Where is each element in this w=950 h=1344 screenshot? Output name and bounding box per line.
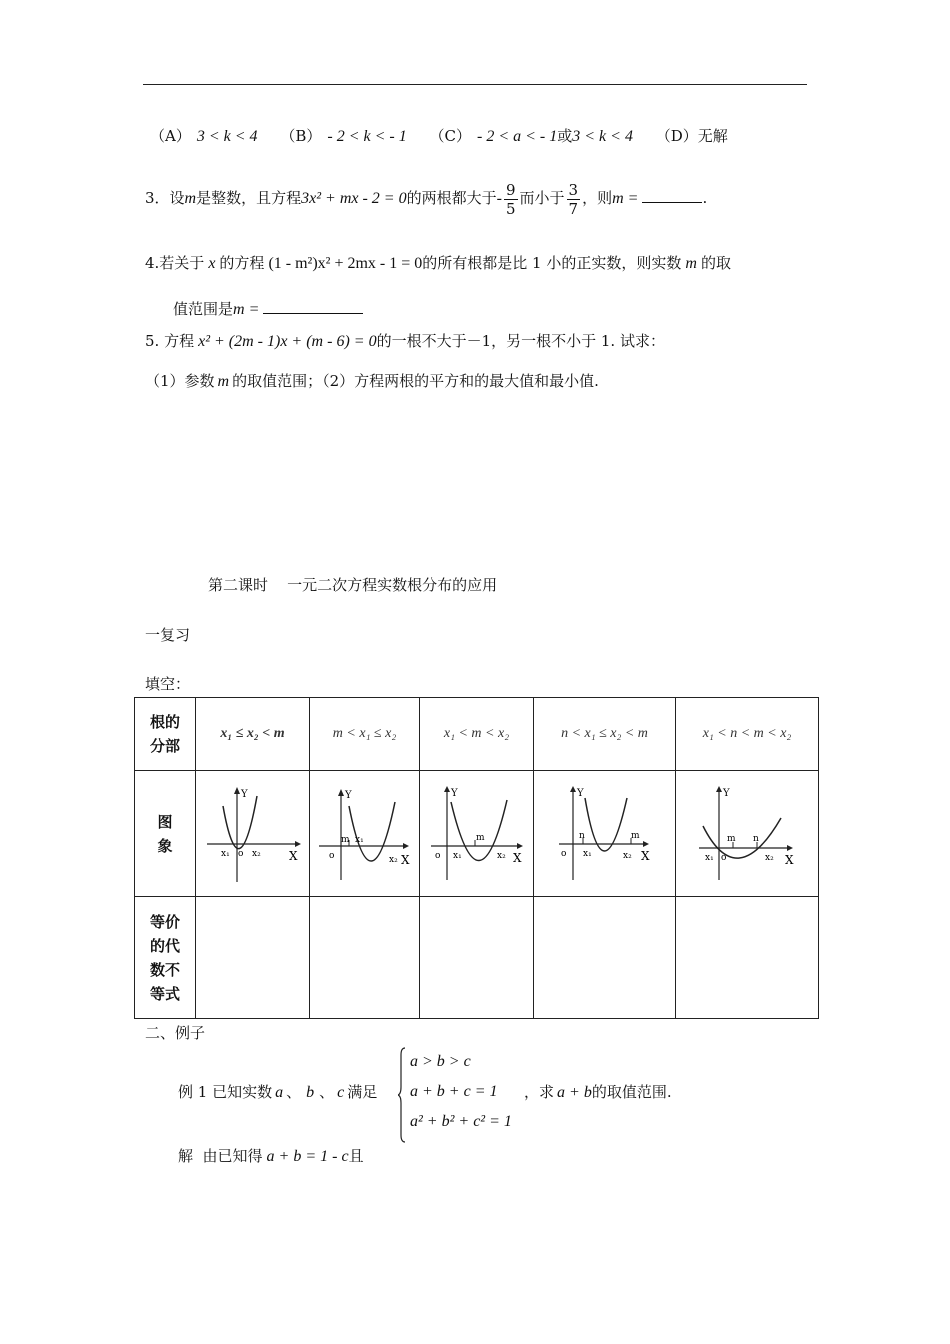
graph3-origin-label: o — [434, 850, 440, 861]
q5-part-1: （1）参数 — [145, 372, 215, 390]
question-4-line-2 — [173, 298, 363, 321]
system-line-3: a² + b² + c² = 1 — [410, 1113, 512, 1130]
graph2-x1-label: x₁ — [354, 834, 364, 845]
frac2-den: 7 — [568, 199, 579, 218]
q3-period: . — [702, 189, 708, 207]
parabola-graph-3 — [427, 784, 527, 884]
graph4-x1-label: x₁ — [582, 848, 592, 859]
graph1-x1-label: x₁ — [220, 848, 230, 859]
graph1-x-label: X — [288, 848, 298, 863]
graph3-x1-label: x₁ — [452, 850, 462, 861]
graph-cell-3 — [420, 771, 534, 897]
row-label-inequality: 等价的代数不等式 — [135, 897, 196, 1019]
fraction-3-7 — [567, 181, 581, 218]
parabola-graph-4 — [555, 784, 655, 884]
parabola-graph-2 — [315, 784, 415, 884]
parabola-graph-1 — [203, 784, 303, 884]
graph2-m-label: m — [340, 834, 350, 845]
graph3-y-label: Y — [450, 787, 458, 799]
q3-text-3: 的两根都大于 — [406, 189, 497, 207]
answer-choices — [150, 125, 728, 148]
header-case-4: n < x₁ ≤ x₂ < m — [534, 698, 676, 771]
q3-answer-blank[interactable] — [642, 188, 702, 203]
inequality-cell-2[interactable] — [310, 897, 420, 1019]
graph-cell-1 — [196, 771, 310, 897]
q5-equation: x² + (2m - 1)x + (m - 6) = 0 — [198, 333, 377, 350]
example-1 — [178, 1081, 377, 1104]
solution-equation: a + b = 1 - c — [266, 1148, 349, 1165]
q4-var-m: m — [685, 255, 697, 272]
q3-equation: 3x² + mx - 2 = 0 — [301, 190, 407, 207]
frac1-den: 5 — [505, 199, 516, 218]
q4-answer-prefix: m = — [233, 301, 260, 318]
choice-c-math2: 3 < k < 4 — [572, 128, 633, 145]
graph5-m-label: m — [727, 833, 736, 844]
example-sep-2: 、 — [319, 1083, 335, 1101]
q4-var-x: x — [208, 255, 216, 272]
example-text-2: 满足 — [347, 1083, 378, 1101]
left-brace-icon — [398, 1047, 406, 1143]
graph2-origin-label: o — [328, 850, 334, 861]
header-case-1: x₁ ≤ x₂ < m — [196, 698, 310, 771]
q4-text-2: 的方程 — [219, 254, 265, 272]
fraction-9-5 — [504, 181, 518, 218]
q4-answer-blank[interactable] — [263, 299, 363, 314]
q3-var-m: m — [184, 190, 197, 207]
row-label-graph: 图象 — [135, 771, 196, 897]
example-var-b: b — [306, 1084, 315, 1101]
inequality-cell-1[interactable] — [196, 897, 310, 1019]
solution-text-2: 且 — [348, 1147, 364, 1165]
graph4-y-label: Y — [576, 787, 584, 799]
graph1-origin-label: o — [237, 848, 243, 859]
graph4-n-label: n — [578, 830, 585, 841]
example-1-question — [524, 1081, 672, 1104]
example-expression: a + b — [557, 1084, 592, 1101]
table-row-distribution — [135, 698, 819, 771]
graph5-origin-label: o — [721, 852, 727, 863]
inequality-cell-5[interactable] — [676, 897, 819, 1019]
inequality-cell-3[interactable] — [420, 897, 534, 1019]
example-sep-1: 、 — [286, 1083, 302, 1101]
graph3-x-label: X — [512, 850, 522, 865]
choice-a-label: （A） — [150, 127, 191, 145]
system-lines — [410, 1047, 512, 1137]
section-title: 第二课时 一元二次方程实数根分布的应用 — [208, 576, 498, 594]
q4-text-1: 4.若关于 — [145, 254, 205, 272]
system-line-1: a > b > c — [410, 1053, 471, 1070]
q3-text-4: 而小于 — [519, 189, 565, 207]
graph2-x2-label: x₂ — [388, 854, 398, 865]
q4-equation: (1 - m²)x² + 2mx - 1 = 0 — [268, 255, 423, 272]
graph5-n-label: n — [753, 833, 759, 844]
example-text-3: ，求 — [524, 1083, 555, 1101]
row-label-distribution: 根的分部 — [135, 698, 196, 771]
fill-label: 填空： — [145, 675, 191, 693]
table-row-inequality — [135, 897, 819, 1019]
graph5-y-label: Y — [723, 787, 730, 799]
section-2-heading: 二、例子 — [145, 1024, 206, 1042]
q3-text-2: 是整数，且方程 — [196, 189, 302, 207]
graph1-y-label: Y — [240, 788, 248, 800]
graph3-x2-label: x₂ — [496, 850, 506, 861]
question-3 — [145, 178, 707, 219]
q3-text-1: 3．设 — [145, 189, 185, 207]
graph4-origin-label: o — [560, 848, 566, 859]
header-rule — [143, 84, 807, 85]
parabola-graph-5 — [697, 784, 797, 884]
q4-text-4: 的取 — [700, 254, 731, 272]
review-heading: 一复习 — [145, 626, 191, 644]
choice-c-math1: - 2 < a < - 1 — [476, 128, 558, 145]
q5-text-2: 的一根不大于－1，另一根不小于 1. 试求： — [376, 332, 665, 350]
graph4-m-label: m — [630, 830, 640, 841]
question-5-parts — [145, 370, 599, 393]
graph-cell-2 — [310, 771, 420, 897]
q4-text-5: 值范围是 — [173, 300, 234, 318]
q5-var-m: m — [217, 373, 230, 390]
q3-answer-prefix: m = — [612, 190, 639, 207]
table-row-graph — [135, 771, 819, 897]
header-case-3: x₁ < m < x₂ — [420, 698, 534, 771]
choice-d-label: （D） — [655, 127, 698, 145]
graph4-x2-label: x₂ — [622, 850, 632, 861]
graph2-x-label: X — [400, 852, 410, 867]
graph4-x-label: X — [640, 848, 650, 863]
choice-a-math: 3 < k < 4 — [196, 128, 258, 145]
graph5-x1-label: x₁ — [705, 852, 714, 863]
root-distribution-table — [134, 697, 819, 1019]
graph3-m-label: m — [475, 832, 485, 843]
choice-c-label: （C） — [429, 127, 471, 145]
graph1-x2-label: x₂ — [251, 848, 261, 859]
graph5-x2-label: x₂ — [765, 852, 774, 863]
choice-c-or: 或 — [557, 127, 573, 145]
header-case-2: m < x₁ ≤ x₂ — [310, 698, 420, 771]
graph5-x-label: X — [785, 852, 794, 867]
q5-part-2: 的取值范围；（2）方程两根的平方和的最大值和最小值. — [232, 372, 599, 390]
graph-cell-5 — [676, 771, 819, 897]
question-5 — [145, 330, 665, 353]
graph2-y-label: Y — [344, 789, 352, 801]
frac1-num: 9 — [505, 180, 516, 199]
system-line-2: a + b + c = 1 — [410, 1083, 498, 1100]
frac2-num: 3 — [568, 180, 579, 199]
choice-b-math: - 2 < k < - 1 — [327, 128, 407, 145]
example-var-c: c — [337, 1084, 345, 1101]
question-4-line-1 — [145, 252, 731, 275]
q5-text-1: 5. 方程 — [145, 332, 195, 350]
choice-d-text: 无解 — [697, 127, 728, 145]
solution-line — [178, 1145, 364, 1168]
example-text-4: 的取值范围. — [591, 1083, 672, 1101]
example-text-1: 例 1 已知实数 — [178, 1083, 273, 1101]
q3-text-5: ，则 — [582, 189, 613, 207]
q3-neg-sign: - — [496, 190, 502, 207]
example-var-a: a — [275, 1084, 284, 1101]
inequality-cell-4[interactable] — [534, 897, 676, 1019]
graph-cell-4 — [534, 771, 676, 897]
solution-text-1: 解 由已知得 — [178, 1147, 263, 1165]
header-case-5: x₁ < n < m < x₂ — [676, 698, 819, 771]
q4-text-3: 的所有根都是比 1 小的正实数，则实数 — [422, 254, 682, 272]
choice-b-label: （B） — [280, 127, 322, 145]
